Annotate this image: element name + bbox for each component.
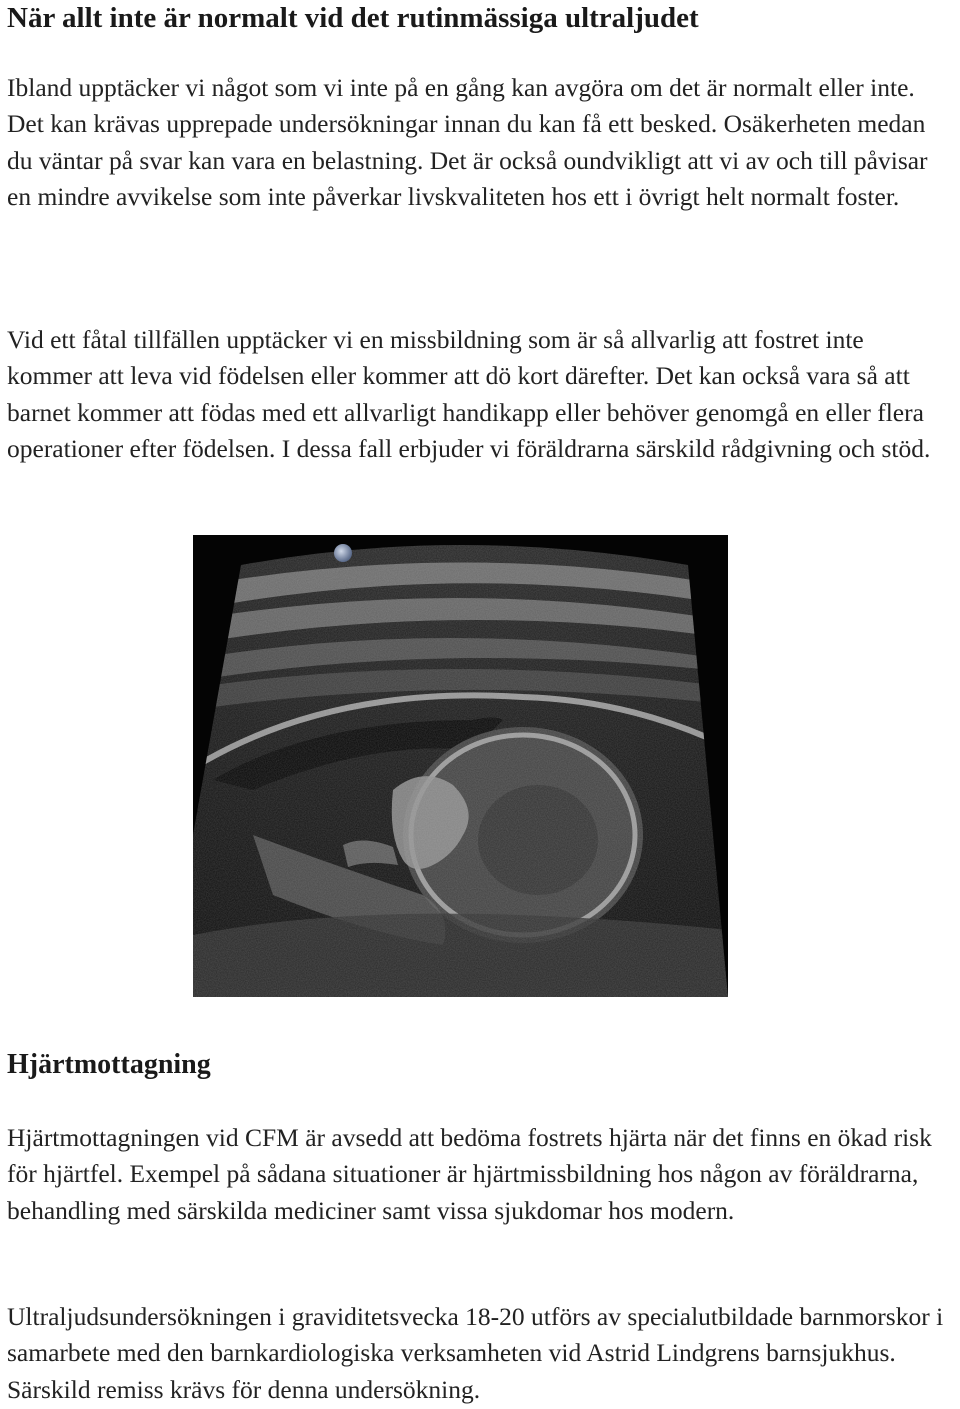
fetal-ultrasound-image (193, 535, 728, 997)
intro-paragraph: Ibland upptäcker vi något som vi inte på en gång kan avgöra om det är normalt eller inte. Det kan krävas upprepade undersökningar innan du kan få ett besked. Osäkerheten medan du väntar på svar kan vara en belastning. Det är också oundvikligt att vi av och till påvisar en mindre avvikelse som inte påverkar livskvaliteten hos ett i övrigt helt normalt foster. (7, 73, 928, 211)
page-title: När allt inte är normalt vid det rutinmässiga ultraljudet (7, 2, 699, 34)
cardiac-clinic-paragraph: Hjärtmottagningen vid CFM är avsedd att bedöma fostrets hjärta när det finns en ökad risk för hjärtfel. Exempel på sådana situationer är hjärtmissbildning hos någon av föräldrarna, behandling med särskilda mediciner samt vissa sjukdomar hos modern. (7, 1123, 932, 1225)
ultrasound-exam-paragraph: Ultraljudsundersökningen i graviditetsvecka 18-20 utförs av specialutbildade barnmorskor i samarbete med den barnkardiologiska verksamheten vid Astrid Lindgrens barnsjukhus. Särskild remiss krävs för denna undersökning. (7, 1302, 944, 1404)
ultrasound-fan (193, 535, 728, 997)
malformation-paragraph: Vid ett fåtal tillfällen upptäcker vi en missbildning som är så allvarlig att fostret inte kommer att leva vid födelsen eller kommer att dö kort därefter. Det kan också vara så att barnet kommer att födas med ett allvarligt handikapp eller behöver genomgå en eller flera operationer efter födelsen. I dessa fall erbjuder vi föräldrarna särskild rådgivning och stöd. (7, 325, 931, 463)
probe-marker-icon (334, 544, 352, 562)
section-heading: Hjärtmottagning (7, 1049, 211, 1080)
